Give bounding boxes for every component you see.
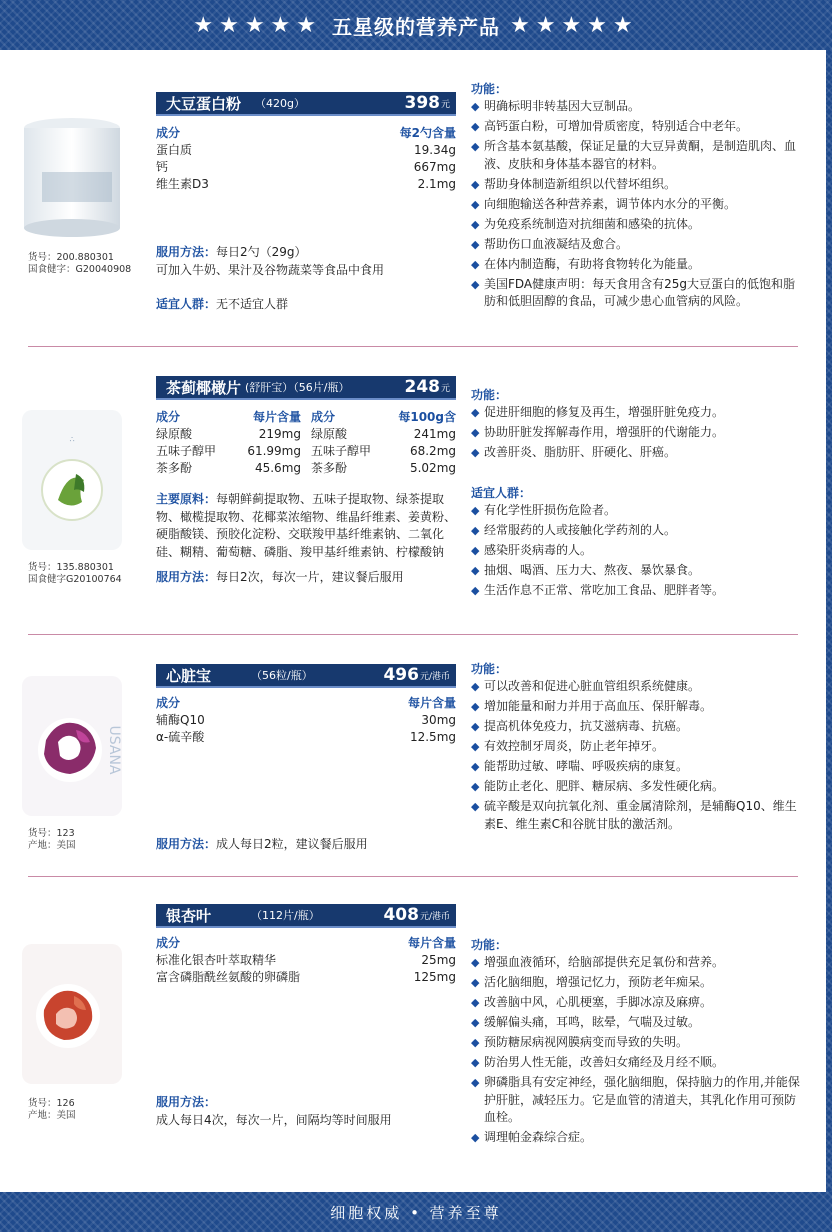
ingredient-row: 茶多酚 45.6mg — [156, 461, 301, 475]
price-unit: 元 — [440, 99, 450, 110]
product-codes — [28, 1098, 76, 1122]
diamond-bullet-icon: ◆ — [471, 197, 480, 211]
origin: 产地：美国 — [28, 840, 76, 851]
ingredient-header: 成分 每片含量 — [156, 936, 456, 950]
product-image-soy-protein — [18, 92, 126, 242]
product-name: 心脏宝 — [166, 666, 212, 685]
diamond-bullet-icon: ◆ — [471, 996, 480, 1009]
function-item: ◆ 活化脑细胞，增强记忆力，预防老年痴呆。 — [471, 974, 801, 992]
function-heading: 功能： — [471, 388, 508, 402]
function-item: ◆ 帮助身体制造新组织以代替坏组织。 — [471, 176, 801, 194]
section-divider — [28, 346, 798, 347]
diamond-bullet-icon: ◆ — [471, 120, 480, 133]
product-detail-ginkgo — [156, 904, 456, 1129]
target-item: ◆ 生活作息不正常、常吃加工食品、肥胖者等。 — [471, 582, 801, 600]
product-spec: （420g） — [255, 97, 305, 110]
function-item: ◆ 能防止老化、肥胖、糖尿病、多发性硬化病。 — [471, 778, 801, 796]
product-price: 248 — [404, 377, 440, 397]
product-price: 496 — [383, 665, 419, 685]
diamond-bullet-icon: ◆ — [471, 100, 480, 113]
product-title-bar — [156, 92, 456, 116]
product-detail-soy-protein — [156, 92, 456, 314]
function-item: ◆ 增强血液循环，给脑部提供充足氧份和营养。 — [471, 954, 801, 972]
diamond-bullet-icon: ◆ — [471, 760, 480, 773]
function-list-liver-tablet — [471, 386, 801, 602]
diamond-bullet-icon: ◆ — [471, 523, 480, 537]
function-heading: 功能： — [471, 662, 508, 676]
item-code: 货号：135.880301 — [28, 562, 114, 573]
diamond-bullet-icon: ◆ — [471, 1016, 480, 1029]
diamond-bullet-icon: ◆ — [471, 720, 480, 733]
diamond-bullet-icon: ◆ — [471, 976, 480, 989]
function-item: ◆ 增加能量和耐力并用于高血压、保肝解毒。 — [471, 698, 801, 716]
product-detail-liver-tablet — [156, 376, 456, 587]
diamond-bullet-icon: ◆ — [471, 1131, 480, 1144]
diamond-bullet-icon: ◆ — [471, 780, 480, 793]
product-name: 茶蓟椰橄片 — [166, 378, 242, 397]
function-item: ◆ 能帮助过敏、哮喘、呼吸疾病的康复。 — [471, 758, 801, 776]
product-name: 大豆蛋白粉 — [166, 94, 242, 113]
footer-slogan: 细胞权威 • 营养至尊 — [330, 1203, 502, 1222]
product-codes — [28, 562, 122, 586]
diamond-bullet-icon: ◆ — [471, 257, 480, 271]
ingredient-row: 五味子醇甲 61.99mg — [156, 444, 301, 458]
product-title-bar — [156, 376, 456, 400]
diamond-bullet-icon: ◆ — [471, 426, 480, 439]
footer-banner — [0, 1192, 832, 1232]
ingredient-row: 辅酶Q10 30mg — [156, 713, 456, 727]
diamond-bullet-icon: ◆ — [471, 1076, 480, 1089]
price-unit: 元/港币 — [419, 671, 450, 682]
function-list-heart-capsule — [471, 660, 801, 836]
function-item: ◆ 协助肝脏发挥解毒作用，增强肝的代谢能力。 — [471, 424, 801, 442]
ingredient-row: α-硫辛酸 12.5mg — [156, 730, 456, 744]
product-title-bar — [156, 664, 456, 688]
usage-text: 成人每日4次，每次一片，间隔均等时间服用 — [156, 1112, 392, 1127]
ingredient-row: 维生素D3 2.1mg — [156, 177, 456, 191]
function-list-ginkgo — [471, 936, 801, 1149]
product-codes — [28, 252, 131, 276]
function-item: ◆ 有效控制牙周炎，防止老年掉牙。 — [471, 738, 801, 756]
svg-text:∴: ∴ — [69, 435, 75, 444]
function-item: ◆ 卵磷脂具有安定神经，强化脑细胞，保持脑力的作用,并能保护肝脏，减轻压力。它是血管的清道夫，其乳化作用可预防血栓。 — [471, 1074, 801, 1127]
origin: 产地：美国 — [28, 1110, 76, 1121]
diamond-bullet-icon: ◆ — [471, 217, 480, 231]
diamond-bullet-icon: ◆ — [471, 956, 480, 969]
function-item: ◆ 在体内制造酶，有助将食物转化为能量。 — [471, 256, 801, 274]
function-item: ◆ 促进肝细胞的修复及再生，增强肝脏免疫力。 — [471, 404, 801, 422]
function-item: ◆ 所含基本氨基酸，保证足量的大豆异黄酮，是制造肌肉、血液、皮肤和身体基本器官的材料。 — [471, 138, 801, 173]
ingredient-row: 标准化银杏叶萃取精华 25mg — [156, 953, 456, 967]
diamond-bullet-icon: ◆ — [471, 503, 480, 517]
usage-text: 服用方法：每日2勺（29g） — [156, 245, 307, 259]
usage-label: 服用方法： — [156, 1095, 217, 1109]
diamond-bullet-icon: ◆ — [471, 563, 480, 577]
function-item: ◆ 提高机体免疫力，抗艾滋病毒、抗癌。 — [471, 718, 801, 736]
ingredient-row: 茶多酚 5.02mg — [311, 461, 456, 475]
usage-text: 服用方法：每日2次，每次一片，建议餐后服用 — [156, 570, 404, 584]
function-item: ◆ 改善脑中风，心肌梗塞，手脚冰凉及麻痹。 — [471, 994, 801, 1012]
diamond-bullet-icon: ◆ — [471, 277, 480, 291]
function-list-soy-protein — [471, 80, 801, 313]
price-unit: 元/港币 — [419, 911, 450, 922]
item-code: 货号：200.880301 — [28, 252, 114, 263]
item-code: 货号：123 — [28, 828, 75, 839]
ingredient-row: 绿原酸 219mg — [156, 427, 301, 441]
section-divider — [28, 634, 798, 635]
diamond-bullet-icon: ◆ — [471, 140, 480, 153]
page-title: 五星级的营养产品 — [332, 14, 500, 39]
ingredient-row: 绿原酸 241mg — [311, 427, 456, 441]
approval-code: 国食健字：G20040908 — [28, 264, 132, 275]
product-spec: （56粒/瓶） — [251, 669, 313, 682]
product-title-bar — [156, 904, 456, 928]
function-item: ◆ 改善肝炎、脂肪肝、肝硬化、肝癌。 — [471, 444, 801, 462]
function-item: ◆ 可以改善和促进心脏血管组织系统健康。 — [471, 678, 801, 696]
ingredient-header: 成分 每片含量 — [156, 696, 456, 710]
diamond-bullet-icon: ◆ — [471, 680, 480, 693]
target-item: ◆ 抽烟、喝酒、压力大、熬夜、暴饮暴食。 — [471, 562, 801, 580]
function-heading: 功能： — [471, 82, 508, 96]
function-item: ◆ 防治男人性无能，改善妇女痛经及月经不顺。 — [471, 1054, 801, 1072]
ingredient-row: 五味子醇甲 68.2mg — [311, 444, 456, 458]
ingredient-table — [156, 409, 456, 477]
product-name: 银杏叶 — [166, 906, 212, 925]
section-divider — [28, 876, 798, 877]
function-item: ◆ 帮助伤口血液凝结及愈合。 — [471, 236, 801, 254]
product-codes — [28, 828, 76, 852]
ingredient-row: 富含磷脂酰丝氨酸的卵磷脂 125mg — [156, 970, 456, 984]
usage-text: 服用方法：成人每日2粒，建议餐后服用 — [156, 837, 368, 851]
function-item: ◆ 调理帕金森综合症。 — [471, 1129, 801, 1147]
diamond-bullet-icon: ◆ — [471, 406, 480, 419]
svg-text:USANA: USANA — [106, 725, 122, 775]
function-item: ◆ 高钙蛋白粉，可增加骨质密度，特别适合中老年。 — [471, 118, 801, 136]
target-item: ◆ 感染肝炎病毒的人。 — [471, 542, 801, 560]
function-item: ◆ 为免疫系统制造对抗细菌和感染的抗体。 — [471, 216, 801, 234]
diamond-bullet-icon: ◆ — [471, 800, 480, 813]
function-item: ◆ 硫辛酸是双向抗氧化剂、重金属清除剂，是辅酶Q10、维生素E、维生素C和谷胱甘肽的激活剂。 — [471, 798, 801, 833]
diamond-bullet-icon: ◆ — [471, 583, 480, 597]
diamond-bullet-icon: ◆ — [471, 543, 480, 557]
ingredient-row: 钙 667mg — [156, 160, 456, 174]
stars-right-icon: ★★★★★ — [510, 12, 639, 38]
function-item: ◆ 向细胞输送各种营养素，调节体内水分的平衡。 — [471, 196, 801, 214]
target-item: ◆ 经常服药的人或接触化学药剂的人。 — [471, 522, 801, 540]
diamond-bullet-icon: ◆ — [471, 177, 480, 191]
product-detail-heart-capsule — [156, 664, 456, 854]
diamond-bullet-icon: ◆ — [471, 237, 480, 251]
function-heading: 功能： — [471, 938, 508, 952]
function-item: ◆ 明确标明非转基因大豆制品。 — [471, 98, 801, 116]
ingredient-header: 成分 每100g含 — [311, 410, 456, 424]
approval-code: 国食健字G20100764 — [28, 574, 122, 585]
product-price: 408 — [383, 905, 419, 925]
product-image-liver-tablet — [18, 400, 126, 560]
product-image-ginkgo — [18, 940, 126, 1090]
stars-left-icon: ★★★★★ — [193, 12, 322, 38]
diamond-bullet-icon: ◆ — [471, 740, 480, 753]
product-spec: (舒肝宝）（56片/瓶） — [245, 381, 350, 394]
item-code: 货号：126 — [28, 1098, 75, 1109]
function-item: ◆ 美国FDA健康声明：每天食用含有25g大豆蛋白的低饱和脂肪和低胆固醇的食品，可减少患心血管病的风险。 — [471, 276, 801, 311]
ingredient-header: 成分 每片含量 — [156, 410, 301, 424]
diamond-bullet-icon: ◆ — [471, 1056, 480, 1069]
product-price: 398 — [404, 93, 440, 113]
target-text: 适宜人群：无不适宜人群 — [156, 297, 289, 311]
target-item: ◆ 有化学性肝损伤危险者。 — [471, 502, 801, 520]
raw-materials-text: 主要原料：每朝鲜蓟提取物、五味子提取物、绿茶提取物、橄榄提取物、花椰菜浓缩物、维晶纤维素、姜黄粉、硬脂酸镁、预胶化淀粉、交联羧甲基纤维素钠、二氧化硅、糊精、葡萄糖、磷脂、羧甲基纤维素钠、柠檬酸钠 — [156, 492, 457, 559]
ingredient-header: 成分 每2勺含量 — [156, 126, 456, 140]
function-item: ◆ 缓解偏头痛，耳鸣，眩晕，气喘及过敏。 — [471, 1014, 801, 1032]
function-item: ◆ 预防糖尿病视网膜病变而导致的失明。 — [471, 1034, 801, 1052]
product-spec: （112片/瓶） — [251, 909, 320, 922]
ingredient-row: 蛋白质 19.34g — [156, 143, 456, 157]
price-unit: 元 — [440, 383, 450, 394]
diamond-bullet-icon: ◆ — [471, 446, 480, 459]
diamond-bullet-icon: ◆ — [471, 1036, 480, 1049]
usage-text-2: 可加入牛奶、果汁及谷物蔬菜等食品中食用 — [156, 262, 385, 277]
target-heading: 适宜人群： — [471, 485, 532, 500]
header-banner — [0, 0, 832, 50]
right-edge-band — [826, 50, 832, 1192]
product-image-heart-capsule — [18, 670, 126, 820]
diamond-bullet-icon: ◆ — [471, 700, 480, 713]
